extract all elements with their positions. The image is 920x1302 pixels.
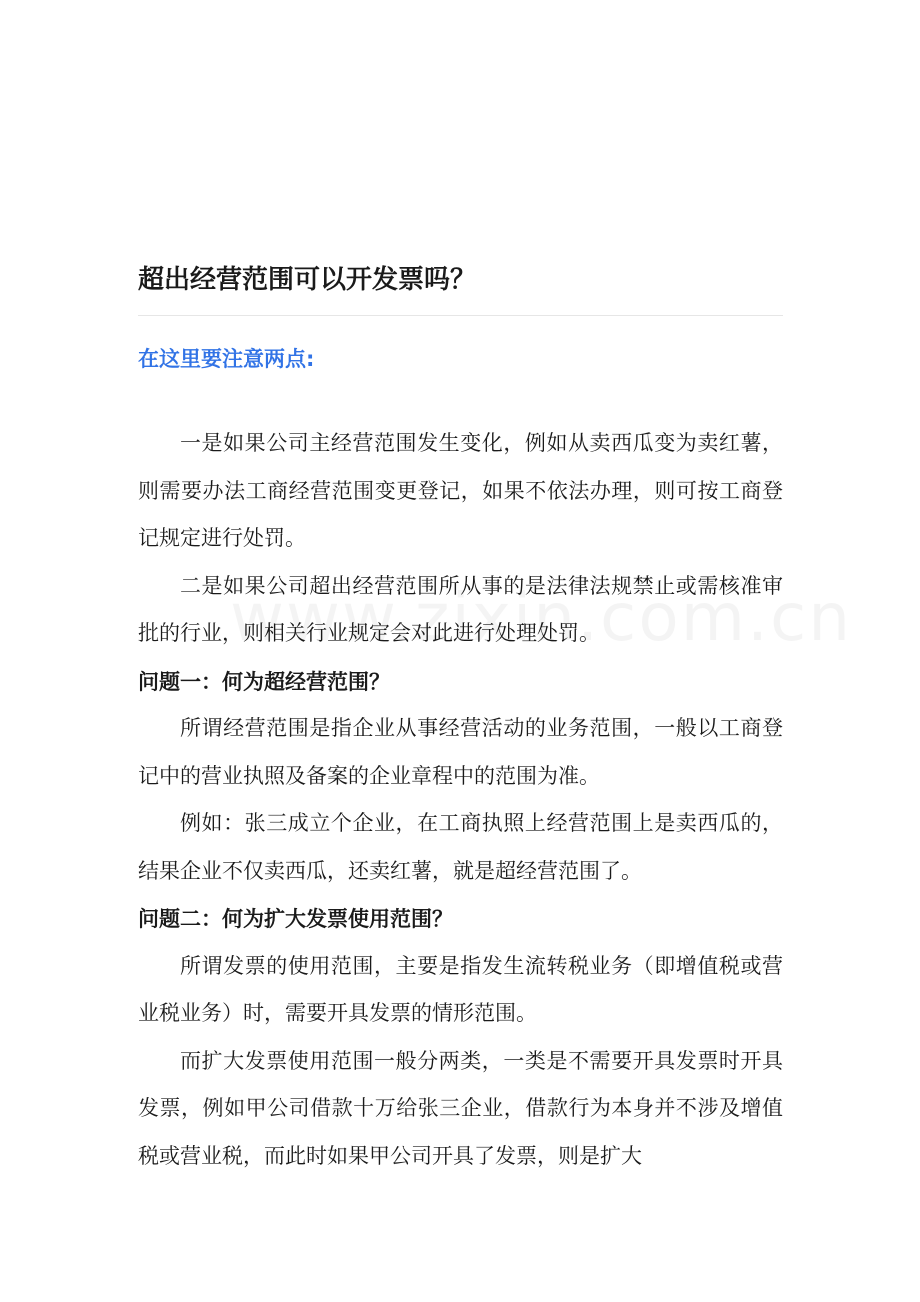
section-subtitle: 在这里要注意两点: [138, 347, 315, 371]
paragraph-invoice-scope: 所谓发票的使用范围，主要是指发生流转税业务（即增值税或营业税业务）时，需要开具发票的情形范围。 [138, 953, 783, 1025]
title-divider [138, 315, 783, 316]
paragraph-point-one: 一是如果公司主经营范围发生变化，例如从卖西瓜变为卖红薯，则需要办法工商经营范围变更登记，如果不依法办理，则可按工商登记规定进行处罚。 [138, 431, 783, 550]
document-body [138, 420, 783, 1180]
paragraph-scope-example: 例如：张三成立个企业，在工商执照上经营范围上是卖西瓜的，结果企业不仅卖西瓜，还卖红薯，就是超经营范围了。 [138, 811, 783, 883]
paragraph-invoice-expansion: 而扩大发票使用范围一般分两类，一类是不需要开具发票时开具发票，例如甲公司借款十万给张三企业，借款行为本身并不涉及增值税或营业税，而此时如果甲公司开具了发票，则是扩大 [138, 1048, 783, 1168]
paragraph-scope-definition: 所谓经营范围是指企业从事经营活动的业务范围，一般以工商登记中的营业执照及备案的企业章程中的范围为准。 [138, 716, 783, 788]
question-one-heading: 问题一：何为超经营范围？ [138, 668, 390, 694]
question-two-heading: 问题二：何为扩大发票使用范围？ [138, 906, 453, 931]
document-title: 超出经营范围可以开发票吗？ [138, 265, 477, 295]
paragraph-point-two: 二是如果公司超出经营范围所从事的是法律法规禁止或需核准审批的行业，则相关行业规定会对此进行处理处罚。 [138, 573, 783, 645]
